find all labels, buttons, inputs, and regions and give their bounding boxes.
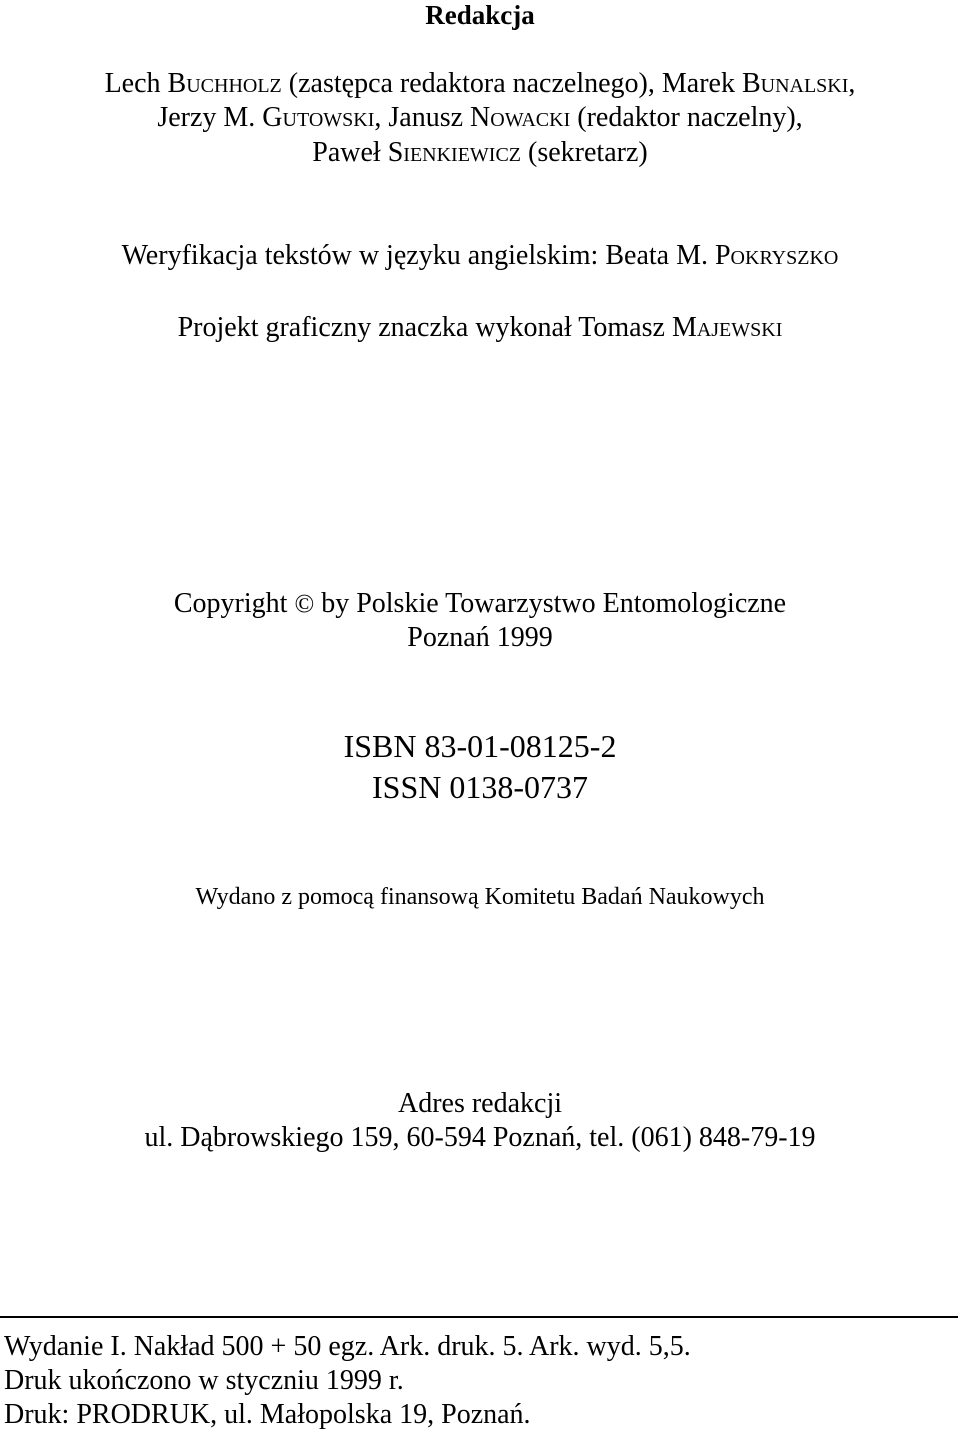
text: Weryfikacja tekstów w języku angielskim: Beata M. (121, 240, 715, 271)
copyright-place-year: Poznań 1999 (407, 622, 553, 653)
text: Jerzy M. (157, 102, 263, 133)
editors-line-2 (0, 104, 960, 132)
copyright-line (0, 590, 960, 618)
editor-surname: Sienkiewicz (387, 137, 522, 168)
text: Paweł (312, 137, 388, 168)
editor-surname: Gutowski (262, 102, 375, 133)
text: (zastępca redaktora naczelnego), Marek (281, 68, 742, 99)
text: Copyright (173, 588, 295, 619)
edition-info: Wydanie I. Nakład 500 + 50 egz. Ark. druk. 5. Ark. wyd. 5,5. (4, 1331, 691, 1362)
design-line (0, 314, 960, 342)
copyright-icon: © (294, 589, 315, 618)
editor-surname: Bunalski (741, 68, 849, 99)
designer-surname: Majewski (671, 312, 783, 343)
text: , (848, 68, 856, 99)
verification-line (0, 242, 960, 270)
text: (redaktor naczelny), (570, 102, 803, 133)
divider (0, 1316, 958, 1318)
address-label: Adres redakcji (397, 1088, 563, 1119)
issn: ISSN 0138-0737 (371, 769, 588, 805)
funding-note: Wydano z pomocą finansową Komitetu Badań Naukowych (195, 884, 765, 910)
text: , Janusz (374, 102, 471, 133)
printer-info: Druk: PRODRUK, ul. Małopolska 19, Poznań. (4, 1399, 531, 1430)
address-details: ul. Dąbrowskiego 159, 60-594 Poznań, tel. (061) 848-79-19 (144, 1122, 816, 1153)
section-heading: Redakcja (425, 0, 535, 30)
editor-surname: Nowacki (470, 102, 571, 133)
editors-line-1 (0, 70, 960, 98)
print-completed: Druk ukończono w styczniu 1999 r. (4, 1365, 404, 1396)
text: Lech (104, 68, 168, 99)
text: (sekretarz) (521, 137, 648, 168)
text: Projekt graficzny znaczka wykonał Tomasz (177, 312, 672, 343)
verifier-surname: Pokryszko (714, 240, 839, 271)
editors-line-3 (0, 139, 960, 167)
isbn: ISBN 83-01-08125-2 (343, 728, 617, 764)
editor-surname: Buchholz (167, 68, 282, 99)
text: by Polskie Towarzystwo Entomologiczne (314, 588, 787, 619)
